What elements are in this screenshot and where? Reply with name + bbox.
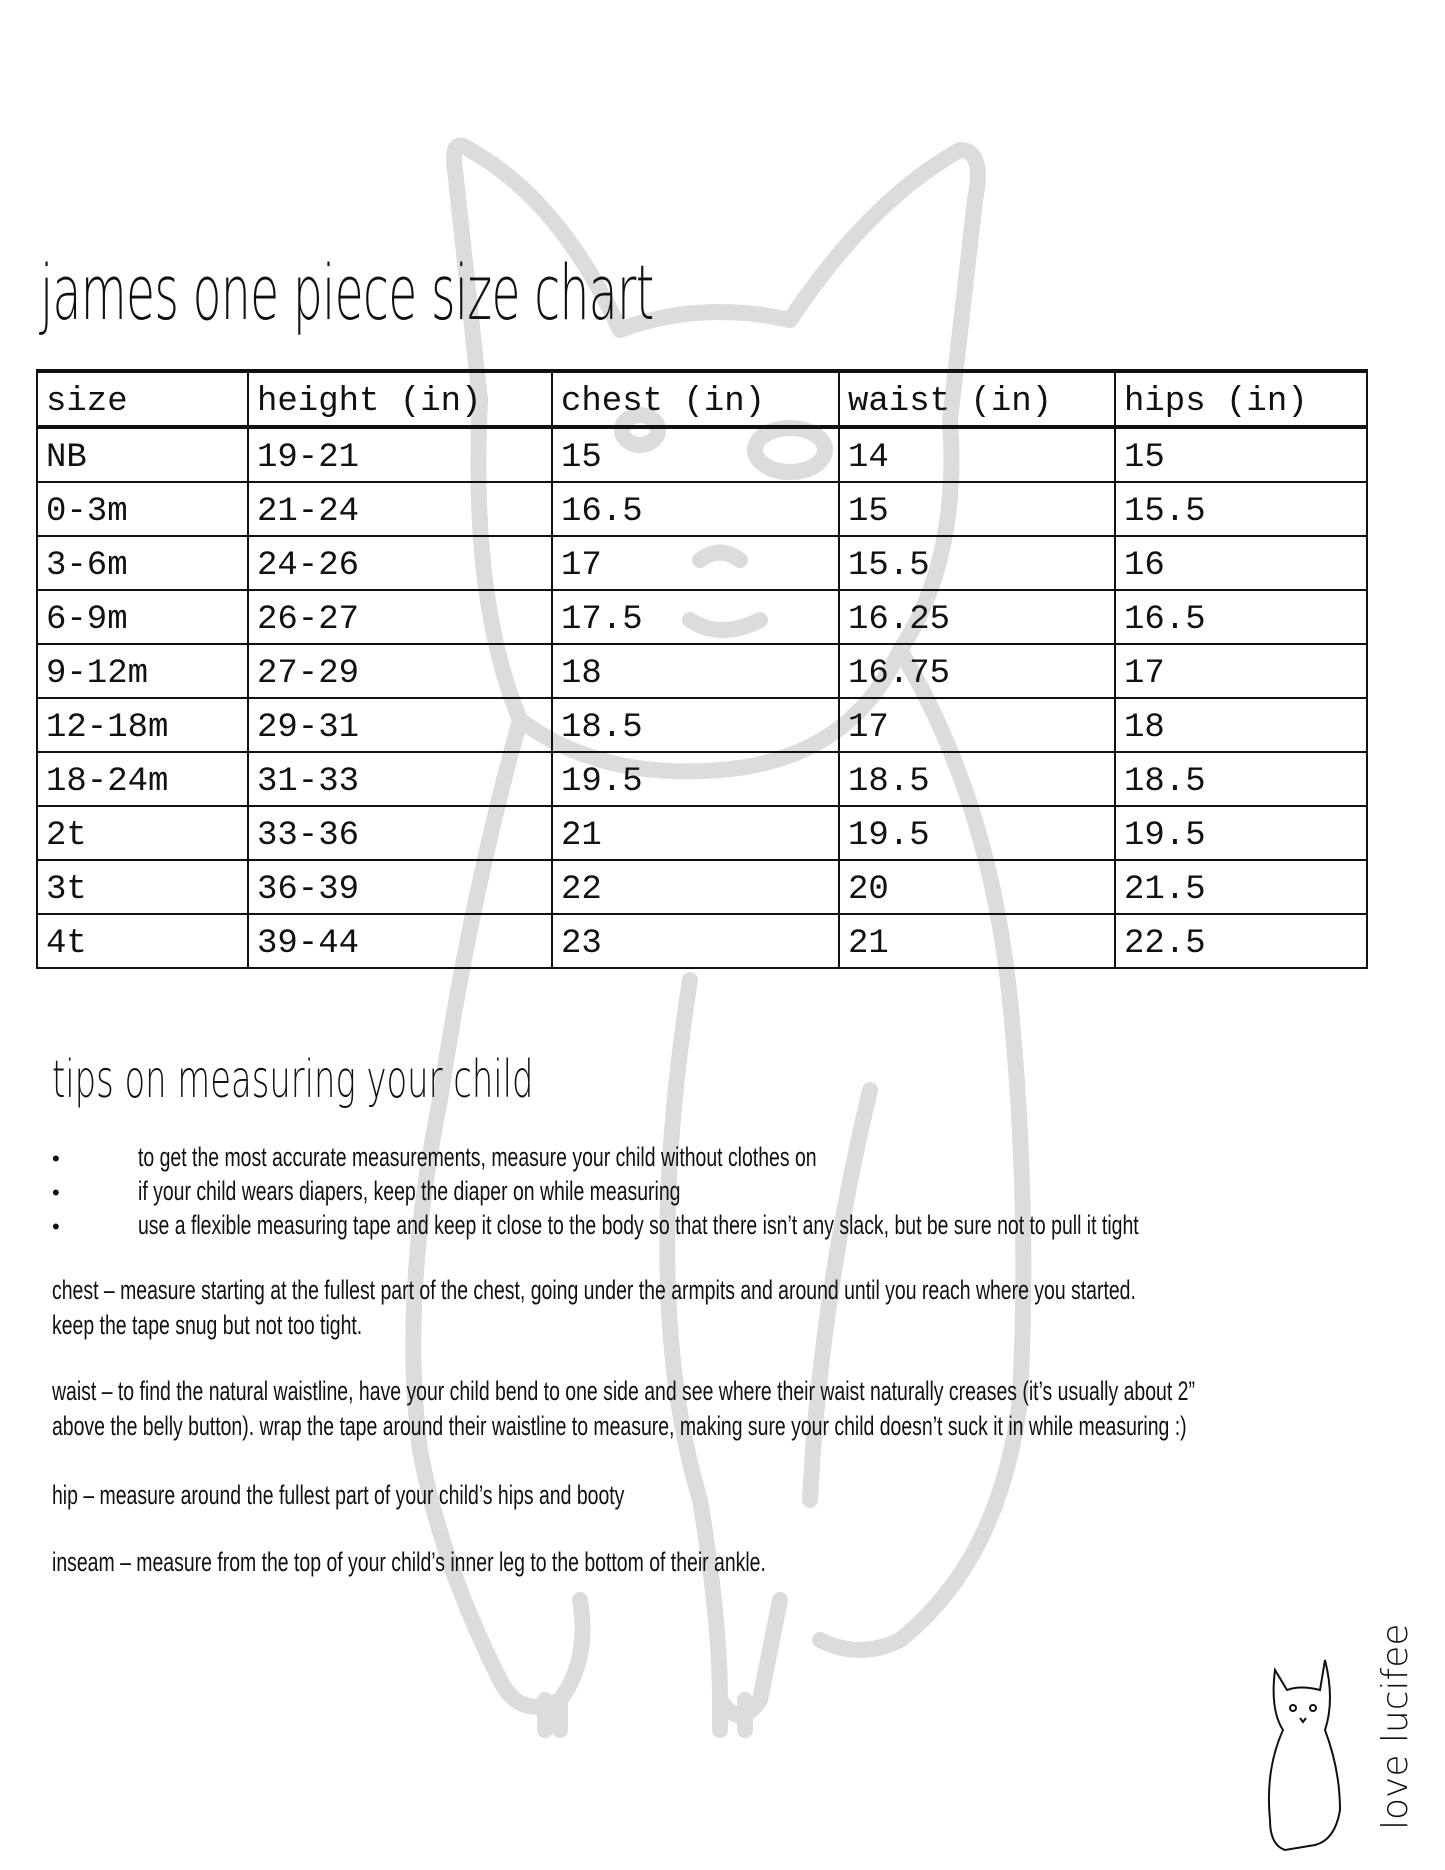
table-cell: 3-6m xyxy=(37,536,248,590)
bullet-icon: • xyxy=(52,1146,60,1171)
table-cell: NB xyxy=(37,427,248,482)
table-cell: 21 xyxy=(552,806,839,860)
table-cell: 19.5 xyxy=(839,806,1115,860)
list-item xyxy=(52,1140,1445,1174)
table-cell: 16.5 xyxy=(552,482,839,536)
table-cell: 21.5 xyxy=(1115,860,1367,914)
table-cell: 36-39 xyxy=(248,860,552,914)
table-cell: 24-26 xyxy=(248,536,552,590)
table-cell: 16.5 xyxy=(1115,590,1367,644)
bullet-icon: • xyxy=(52,1214,60,1239)
table-cell: 31-33 xyxy=(248,752,552,806)
table-row xyxy=(37,806,1367,860)
table-cell: 18.5 xyxy=(1115,752,1367,806)
table-cell: 20 xyxy=(839,860,1115,914)
header-cell: chest (in) xyxy=(552,371,839,427)
table-cell: 6-9m xyxy=(37,590,248,644)
size-chart-table xyxy=(36,369,1368,969)
table-cell: 15.5 xyxy=(839,536,1115,590)
table-header-row xyxy=(37,371,1367,427)
table-cell: 21-24 xyxy=(248,482,552,536)
table-cell: 33-36 xyxy=(248,806,552,860)
table-cell: 27-29 xyxy=(248,644,552,698)
table-cell: 19-21 xyxy=(248,427,552,482)
table-row xyxy=(37,698,1367,752)
table-cell: 39-44 xyxy=(248,914,552,968)
waist-tip-line: above the belly button). wrap the tape around their waistline to measure, making sure your child doesn’t suck it in while measuring :) xyxy=(52,1411,1187,1441)
table-cell: 16.25 xyxy=(839,590,1115,644)
table-cell: 12-18m xyxy=(37,698,248,752)
table-cell: 19.5 xyxy=(552,752,839,806)
tips-heading: tips on measuring your child xyxy=(52,1050,534,1110)
table-cell: 14 xyxy=(839,427,1115,482)
waist-tip xyxy=(52,1374,1195,1444)
table-cell: 18.5 xyxy=(552,698,839,752)
table-cell: 21 xyxy=(839,914,1115,968)
table-cell: 17 xyxy=(552,536,839,590)
table-cell: 15 xyxy=(1115,427,1367,482)
table-row xyxy=(37,752,1367,806)
table-cell: 17 xyxy=(839,698,1115,752)
table-cell: 4t xyxy=(37,914,248,968)
table-cell: 22 xyxy=(552,860,839,914)
table-cell: 9-12m xyxy=(37,644,248,698)
tip-text: to get the most accurate measurements, measure your child without clothes on xyxy=(138,1142,817,1172)
header-cell: size xyxy=(37,371,248,427)
table-row xyxy=(37,914,1367,968)
table-cell: 0-3m xyxy=(37,482,248,536)
table-cell: 15 xyxy=(552,427,839,482)
table-cell: 18-24m xyxy=(37,752,248,806)
tip-text: use a flexible measuring tape and keep it close to the body so that there isn’t any slack, but be sure not to pull it tight xyxy=(138,1210,1139,1240)
table-cell: 15.5 xyxy=(1115,482,1367,536)
table-cell: 18 xyxy=(1115,698,1367,752)
table-cell: 26-27 xyxy=(248,590,552,644)
page-title: james one piece size chart xyxy=(40,248,654,337)
table-cell: 15 xyxy=(839,482,1115,536)
table-cell: 17 xyxy=(1115,644,1367,698)
table-cell: 3t xyxy=(37,860,248,914)
table-row xyxy=(37,590,1367,644)
waist-tip-line: waist – to find the natural waistline, have your child bend to one side and see where their waist naturally creases (it’s usually about 2” xyxy=(52,1376,1195,1406)
bullet-icon: • xyxy=(52,1180,60,1205)
chest-tip xyxy=(52,1273,1136,1343)
table-cell: 2t xyxy=(37,806,248,860)
table-row xyxy=(37,536,1367,590)
tip-text: if your child wears diapers, keep the diaper on while measuring xyxy=(138,1176,681,1206)
table-cell: 16 xyxy=(1115,536,1367,590)
header-cell: waist (in) xyxy=(839,371,1115,427)
list-item xyxy=(52,1208,1445,1242)
table-cell: 29-31 xyxy=(248,698,552,752)
table-row xyxy=(37,644,1367,698)
header-cell: height (in) xyxy=(248,371,552,427)
chest-tip-line: chest – measure starting at the fullest part of the chest, going under the armpits and around until you reach where you started. xyxy=(52,1275,1136,1305)
table-row xyxy=(37,427,1367,482)
tips-list xyxy=(52,1140,1445,1242)
header-cell: hips (in) xyxy=(1115,371,1367,427)
brand-logo-text: love lucifee xyxy=(1375,1623,1416,1830)
table-cell: 18 xyxy=(552,644,839,698)
table-cell: 16.75 xyxy=(839,644,1115,698)
table-cell: 22.5 xyxy=(1115,914,1367,968)
inseam-tip: inseam – measure from the top of your child’s inner leg to the bottom of their ankle. xyxy=(52,1547,766,1577)
table-row xyxy=(37,860,1367,914)
hip-tip: hip – measure around the fullest part of your child’s hips and booty xyxy=(52,1480,625,1510)
list-item xyxy=(52,1174,1445,1208)
table-cell: 23 xyxy=(552,914,839,968)
table-cell: 19.5 xyxy=(1115,806,1367,860)
table-cell: 18.5 xyxy=(839,752,1115,806)
chest-tip-line: keep the tape snug but not too tight. xyxy=(52,1310,363,1340)
table-row xyxy=(37,482,1367,536)
table-cell: 17.5 xyxy=(552,590,839,644)
